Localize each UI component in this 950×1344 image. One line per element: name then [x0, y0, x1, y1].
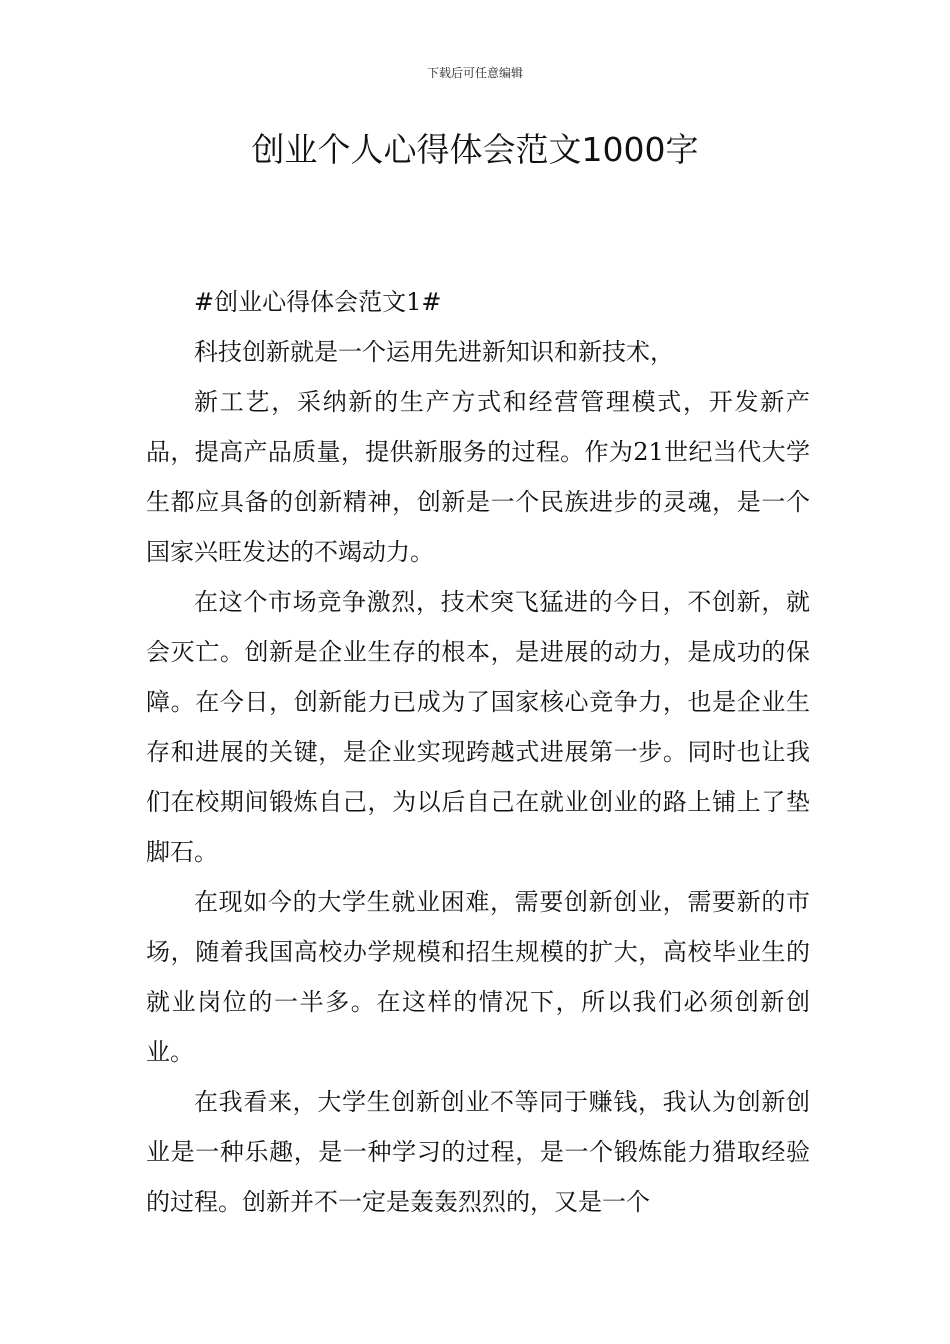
paragraph: 新工艺，采纳新的生产方式和经营管理模式，开发新产品，提高产品质量，提供新服务的过程。作为21世纪当代大学生都应具备的创新精神，创新是一个民族进步的灵魂，是一个国家兴旺发达的不竭动力。: [146, 388, 810, 566]
paragraph: 科技创新就是一个运用先进新知识和新技术，: [194, 338, 674, 366]
section-heading: #创业心得体会范文1#: [194, 288, 442, 316]
document-title: 创业个人心得体会范文1000字: [251, 130, 699, 169]
document-body: [146, 277, 810, 1227]
header-note: 下载后可任意编辑: [426, 66, 523, 80]
paragraph: 在现如今的大学生就业困难，需要创新创业，需要新的市场，随着我国高校办学规模和招生规模的扩大，高校毕业生的就业岗位的一半多。在这样的情况下，所以我们必须创新创业。: [146, 888, 810, 1066]
paragraph: 在这个市场竞争激烈，技术突飞猛进的今日，不创新，就会灭亡。创新是企业生存的根本，是进展的动力，是成功的保障。在今日，创新能力已成为了国家核心竞争力，也是企业生存和进展的关键，是企业实现跨越式进展第一步。同时也让我们在校期间锻炼自己，为以后自己在就业创业的路上铺上了垫脚石。: [146, 588, 810, 866]
paragraph: 在我看来，大学生创新创业不等同于赚钱，我认为创新创业是一种乐趣，是一种学习的过程，是一个锻炼能力猎取经验的过程。创新并不一定是轰轰烈烈的，又是一个: [146, 1088, 810, 1216]
